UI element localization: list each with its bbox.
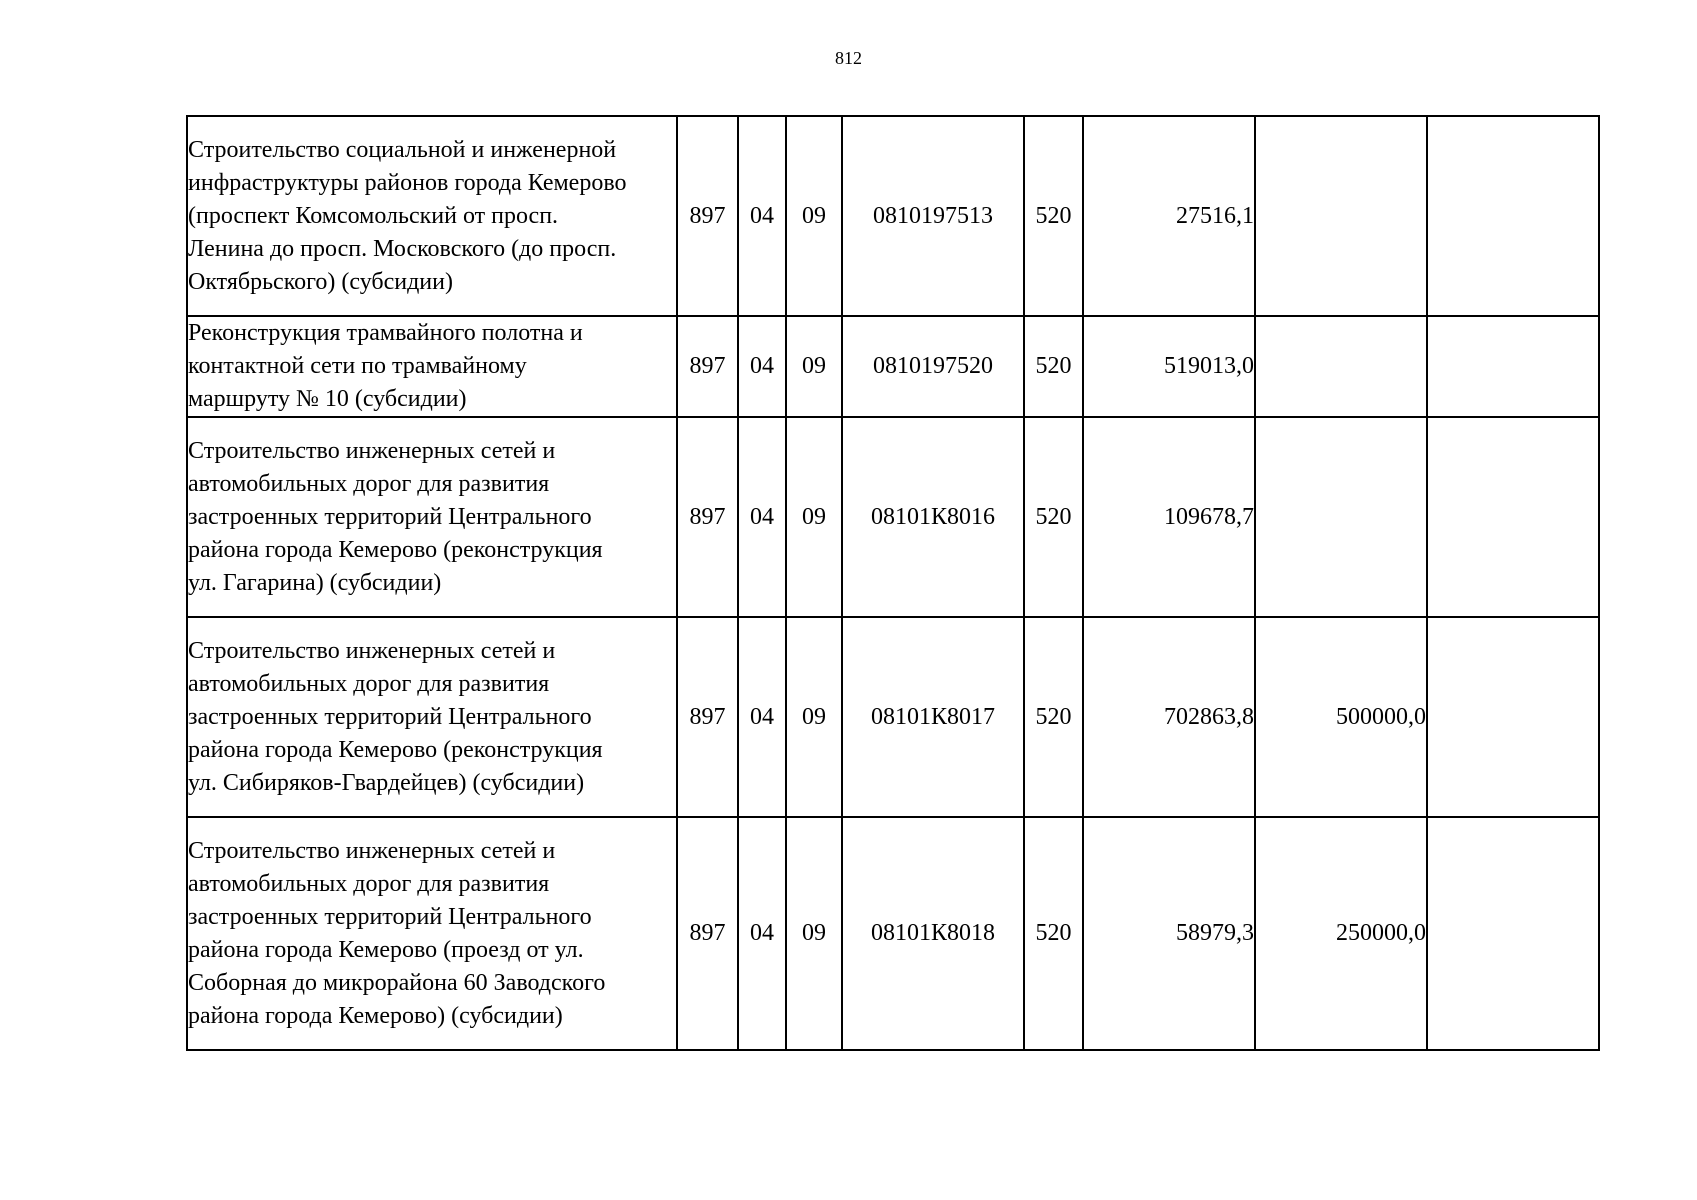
row-description: Строительство инженерных сетей и автомобильных дорог для развития застроенных территорий Центрального района города Кемерово (реконструкция ул. Гагарина) (субсидии) bbox=[187, 417, 677, 617]
row-description: Строительство инженерных сетей и автомобильных дорог для развития застроенных территорий Центрального района города Кемерово (реконструкция ул. Сибиряков-Гвардейцев) (субсидии) bbox=[187, 617, 677, 817]
subsection-code: 09 bbox=[786, 417, 842, 617]
amount-year-1: 519013,0 bbox=[1083, 316, 1255, 417]
expense-type-code: 520 bbox=[1024, 817, 1083, 1050]
row-description: Строительство социальной и инженерной инфраструктуры районов города Кемерово (проспект Комсомольский от просп. Ленина до просп. Московского (до просп. Октябрьского) (субсидии) bbox=[187, 116, 677, 316]
table-row bbox=[187, 417, 1599, 617]
section-code: 04 bbox=[738, 417, 786, 617]
expense-type-code: 520 bbox=[1024, 617, 1083, 817]
ministry-code: 897 bbox=[677, 116, 738, 316]
amount-year-3 bbox=[1427, 316, 1599, 417]
ministry-code: 897 bbox=[677, 617, 738, 817]
page-number: 812 bbox=[835, 48, 862, 68]
subsection-code: 09 bbox=[786, 817, 842, 1050]
target-article-code: 0810197513 bbox=[842, 116, 1024, 316]
ministry-code: 897 bbox=[677, 316, 738, 417]
row-description: Строительство инженерных сетей и автомобильных дорог для развития застроенных территорий Центрального района города Кемерово (проезд от ул. Соборная до микрорайона 60 Заводского района города Кемерово) (субсидии) bbox=[187, 817, 677, 1050]
section-code: 04 bbox=[738, 116, 786, 316]
table-row bbox=[187, 617, 1599, 817]
amount-year-3 bbox=[1427, 116, 1599, 316]
ministry-code: 897 bbox=[677, 817, 738, 1050]
ministry-code: 897 bbox=[677, 417, 738, 617]
amount-year-1: 27516,1 bbox=[1083, 116, 1255, 316]
table-row bbox=[187, 116, 1599, 316]
subsection-code: 09 bbox=[786, 617, 842, 817]
amount-year-1: 109678,7 bbox=[1083, 417, 1255, 617]
table-row bbox=[187, 316, 1599, 417]
amount-year-3 bbox=[1427, 417, 1599, 617]
expense-type-code: 520 bbox=[1024, 116, 1083, 316]
amount-year-2 bbox=[1255, 417, 1427, 617]
subsection-code: 09 bbox=[786, 116, 842, 316]
amount-year-3 bbox=[1427, 617, 1599, 817]
expense-type-code: 520 bbox=[1024, 316, 1083, 417]
section-code: 04 bbox=[738, 316, 786, 417]
budget-table bbox=[186, 115, 1600, 1051]
target-article-code: 08101К8017 bbox=[842, 617, 1024, 817]
amount-year-3 bbox=[1427, 817, 1599, 1050]
amount-year-1: 702863,8 bbox=[1083, 617, 1255, 817]
amount-year-2: 500000,0 bbox=[1255, 617, 1427, 817]
amount-year-2 bbox=[1255, 316, 1427, 417]
expense-type-code: 520 bbox=[1024, 417, 1083, 617]
subsection-code: 09 bbox=[786, 316, 842, 417]
table-row bbox=[187, 817, 1599, 1050]
section-code: 04 bbox=[738, 617, 786, 817]
target-article-code: 08101К8018 bbox=[842, 817, 1024, 1050]
target-article-code: 0810197520 bbox=[842, 316, 1024, 417]
row-description: Реконструкция трамвайного полотна и контактной сети по трамвайному маршруту № 10 (субсидии) bbox=[187, 316, 677, 417]
amount-year-2 bbox=[1255, 116, 1427, 316]
target-article-code: 08101К8016 bbox=[842, 417, 1024, 617]
section-code: 04 bbox=[738, 817, 786, 1050]
amount-year-2: 250000,0 bbox=[1255, 817, 1427, 1050]
amount-year-1: 58979,3 bbox=[1083, 817, 1255, 1050]
